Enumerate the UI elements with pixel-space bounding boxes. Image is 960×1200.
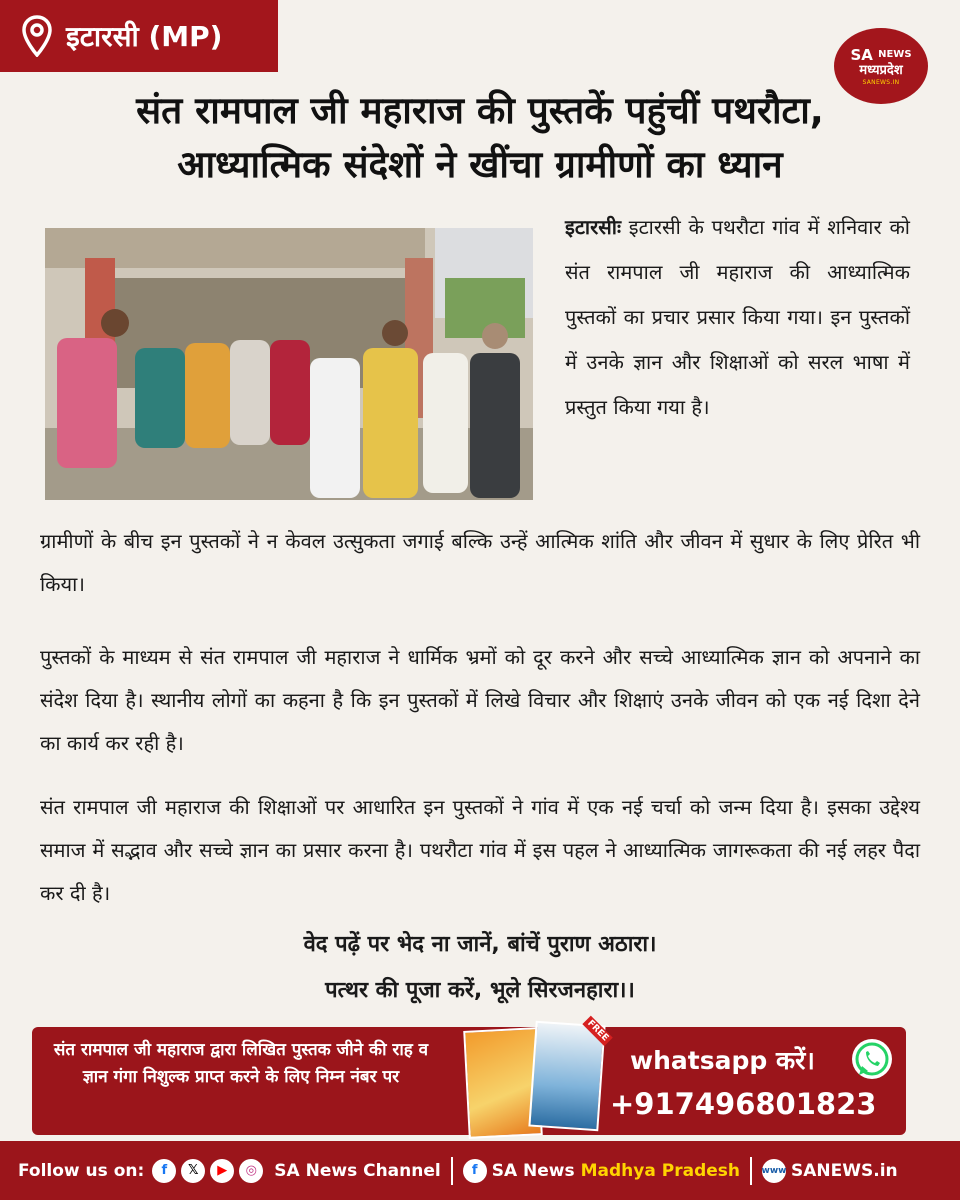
lead-text: इटारसी के पथरौटा गांव में शनिवार को संत रामपाल जी महाराज की आध्यात्मिक पुस्तकों का प्रचार प्रसार किया गया। इन पुस्तकों में उनके ज्ञान और शिक्षाओं को सरल भाषा में प्रस्तुत किया गया है। <box>565 215 910 419</box>
website-link[interactable]: SANEWS.in <box>791 1160 898 1181</box>
whatsapp-icon[interactable] <box>850 1037 894 1081</box>
news-photo <box>45 228 533 500</box>
book-offer-banner <box>32 1018 906 1135</box>
divider <box>451 1157 453 1185</box>
location-pin-icon <box>22 15 52 57</box>
headline <box>0 84 960 192</box>
globe-icon: www <box>762 1159 786 1183</box>
divider <box>750 1157 752 1185</box>
lead-paragraph <box>565 205 910 430</box>
instagram-icon[interactable]: ◎ <box>239 1159 263 1183</box>
banner-text: संत रामपाल जी महाराज द्वारा लिखित पुस्तक जीने की राह व ज्ञान गंगा निशुल्क प्राप्त करने के लिए निम्न नंबर पर <box>53 1040 429 1087</box>
logo-news: NEWS <box>878 48 912 60</box>
page-name[interactable]: SA News <box>491 1160 575 1181</box>
location-tag <box>0 0 278 72</box>
follow-label: Follow us on: <box>18 1160 145 1181</box>
free-badge: FREE <box>582 1016 613 1047</box>
couplet-line-1: वेद पढ़ें पर भेद ना जानें, बांचें पुराण अठारा। <box>303 932 657 957</box>
whatsapp-label: whatsapp करें। <box>630 1046 815 1075</box>
footer <box>0 1141 960 1200</box>
facebook-icon[interactable]: f <box>152 1159 176 1183</box>
paragraph-1: ग्रामीणों के बीच इन पुस्तकों ने न केवल उत्सुकता जगाई बल्कि उन्हें आत्मिक शांति और जीवन में सुधार के लिए प्रेरित भी किया। <box>40 529 920 596</box>
page-region[interactable]: Madhya Pradesh <box>580 1160 740 1181</box>
x-icon[interactable]: 𝕏 <box>181 1159 205 1183</box>
facebook-page-icon[interactable]: f <box>463 1159 487 1183</box>
whatsapp-number[interactable]: +917496801823 <box>610 1087 877 1121</box>
headline-line-1: संत रामपाल जी महाराज की पुस्तकें पहुंचीं पथरौटा, <box>136 89 824 132</box>
paragraph-3: संत रामपाल जी महाराज की शिक्षाओं पर आधारित इन पुस्तकों ने गांव में एक नई चर्चा को जन्म दिया है। इसका उद्देश्य समाज में सद्भाव और सच्चे ज्ञान का प्रसार करना है। पथरौटा गांव में इस पहल ने आध्यात्मिक जागरूकता की नई लहर पैदा कर दी है। <box>40 795 920 905</box>
channel-name[interactable]: SA News Channel <box>274 1160 441 1181</box>
bus-shelter-group-photo <box>45 228 533 500</box>
couplet <box>0 922 960 1014</box>
book-covers <box>460 1018 620 1141</box>
dateline: इटारसीः <box>565 215 621 239</box>
paragraph-2: पुस्तकों के माध्यम से संत रामपाल जी महाराज ने धार्मिक भ्रमों को दूर करने और सच्चे आध्यात्मिक ज्ञान को अपनाने का संदेश दिया है। स्थानीय लोगों का कहना है कि इन पुस्तकों में लिखे विचार और शिक्षाएं उनके जीवन को एक नई दिशा देने का कार्य कर रही है। <box>40 645 920 755</box>
book-gyan-ganga <box>528 1021 605 1132</box>
social-icons <box>152 1159 268 1183</box>
headline-line-2: आध्यात्मिक संदेशों ने खींचा ग्रामीणों का ध्यान <box>177 143 783 186</box>
logo-site: SANEWS.IN <box>862 78 900 86</box>
logo-region: मध्यप्रदेश <box>859 62 903 78</box>
couplet-line-2: पत्थर की पूजा करें, भूले सिरजनहारा।। <box>325 978 635 1003</box>
logo-sa: SA <box>850 45 873 64</box>
youtube-icon[interactable]: ▶ <box>210 1159 234 1183</box>
location-text: इटारसी (MP) <box>66 20 223 53</box>
